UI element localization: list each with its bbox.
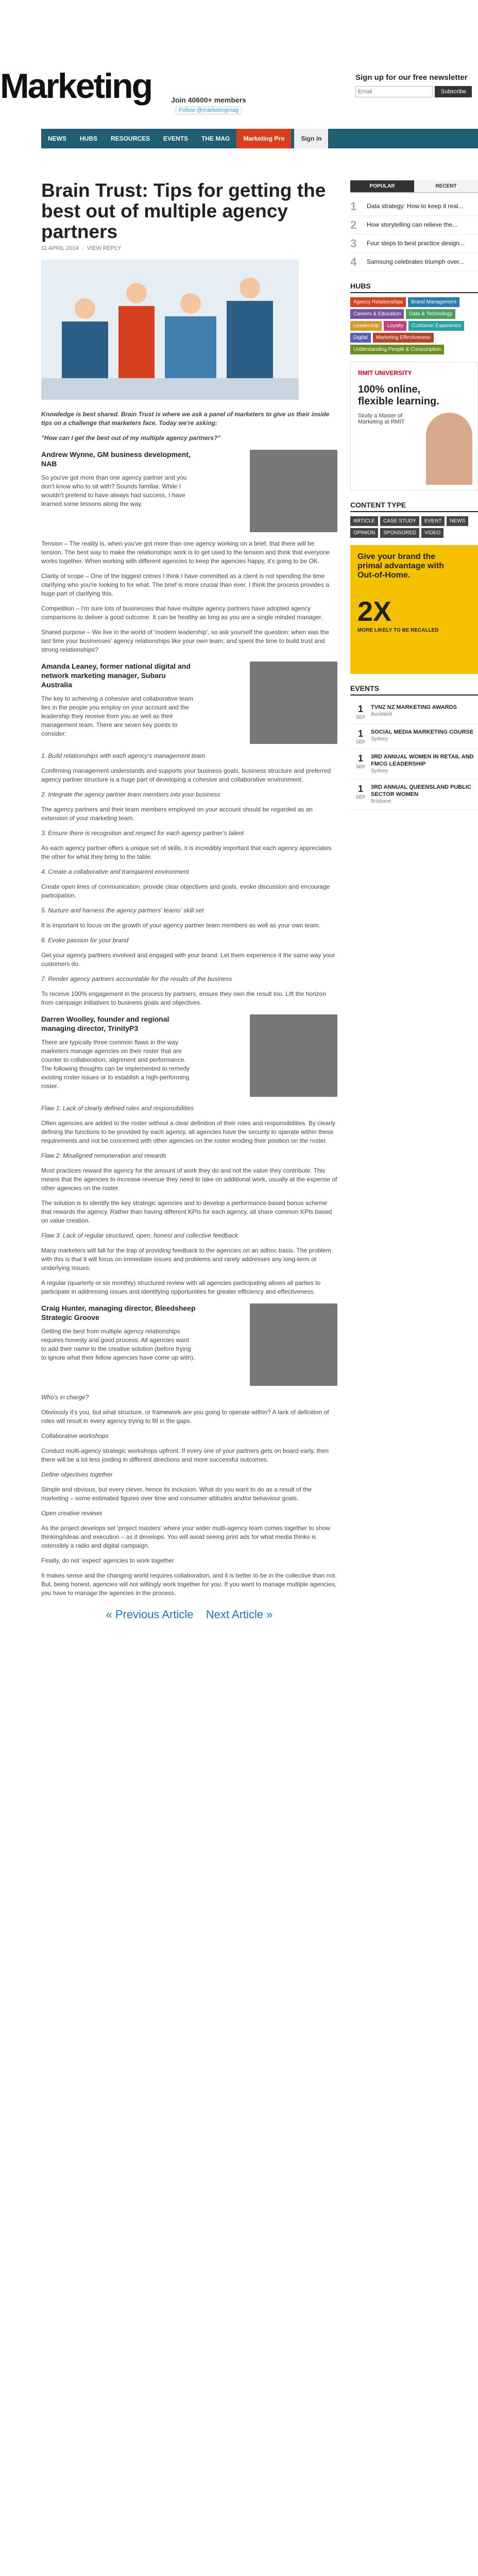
subheading: Define objectives together <box>41 1471 113 1478</box>
ad-big: 2X <box>357 596 392 627</box>
tab-popular[interactable]: POPULAR <box>350 180 414 192</box>
paragraph: It is important to focus on the growth of your agency partner team members as well as your own team. <box>41 922 320 929</box>
content-type-tag[interactable]: CASE STUDY <box>380 516 419 526</box>
ad-small: MORE LIKELY TO BE RECALLED <box>357 628 439 633</box>
subheading: Flaw 2: Misaligned remuneration and rewards <box>41 1152 166 1159</box>
paragraph: Finally, do not 'expect' agencies to work together <box>41 1557 174 1564</box>
article-pager <box>41 1608 337 1621</box>
subheading: 2. Integrate the agency partner team members into your business <box>41 791 220 798</box>
paragraph: Create open lines of communication, provide clear objectives and goals, evoke discussion and encourage participation. <box>41 883 330 899</box>
join-box <box>167 96 250 114</box>
subheading: Who's in charge? <box>41 1394 89 1401</box>
out-of-home-ad[interactable] <box>350 545 478 674</box>
hero-illustration <box>41 260 299 400</box>
list-item[interactable]: 4 Samsung celebrates triumph over... <box>350 253 478 272</box>
previous-article-link[interactable]: « Previous Article <box>106 1608 194 1621</box>
paragraph: Confirming management understands and supports your business goals, business structure and preferred agency partner structure is a huge part of developing a cohesive and collaborative environment. <box>41 767 331 783</box>
hub-tag[interactable]: Agency Relationships <box>350 297 406 307</box>
ad-line: Out-of-Home. <box>357 571 411 580</box>
event-date: 1 SEP <box>355 728 365 744</box>
paragraph: As the project develops set 'project masters' where your wider multi-agency team comes together to show thinking/ideas and execution – as it develops. You will avoid seeing print ads for what media thinks is ostensibly a radio and digital campaign. <box>41 1524 330 1549</box>
paragraph: To receive 100% engagement in the process by partners, ensure they own the result too. Lift the horizon from campaign initiatives to business goals and objectives. <box>41 990 326 1006</box>
article-date: 11 APRIL 2014 <box>41 245 79 251</box>
paragraph: As each agency partner offers a unique set of skills, it is incredibly important that each agency appreciates the other for what they bring to the table. <box>41 844 332 860</box>
join-text: Join 40600+ members <box>171 96 246 104</box>
paragraph: Shared purpose – We live in the world of 'modern leadership', so ask yourself the question: when was the last time your businesses' agency relationships like your own team, and spent the time to build trust and strong relationships? <box>41 629 329 653</box>
contributor-1 <box>41 450 337 532</box>
sidebar <box>350 180 478 810</box>
paragraph: Clarity of scope – One of the biggest crimes I think I have committed as a client is not spending the time clarifying who you're looking to for what. The brief is more crucial than ever. I think the process provides a huge part of clarifying this. <box>41 572 330 597</box>
event-date: 1 SEP <box>355 784 365 800</box>
subheading: 1. Build relationships with each agency's management team <box>41 752 206 759</box>
hub-tag[interactable]: Data & Technology <box>406 309 455 319</box>
newsletter-title: Sign up for our free newsletter <box>355 73 468 82</box>
hub-tag[interactable]: Careers & Education <box>350 309 404 319</box>
subheading: 3. Ensure there is recognition and respect for each agency partner's talent <box>41 829 244 837</box>
contributor-photo <box>250 1303 337 1386</box>
paragraph: Competition – I'm sure lots of businesses that have multiple agency partners have adopted agency comparisons to deliver a good outcome. It can be healthy as long as you are a single minded manager. <box>41 605 323 621</box>
contributor-name: Darren Woolley, founder and regional managing director, TrinityP3 <box>41 1015 169 1032</box>
site-header <box>0 0 478 128</box>
contributor-name: Craig Hunter, managing director, Bleedsheep Strategic Groove <box>41 1304 196 1321</box>
site-logo[interactable]: Marketing <box>0 66 152 106</box>
ad-line: primal advantage with <box>357 562 445 570</box>
twitter-follow-button[interactable]: Follow @marketingmag <box>176 106 242 114</box>
ad-photo <box>426 413 472 485</box>
nav-resources[interactable]: RESOURCES <box>111 135 150 142</box>
contributor-intro: The key to achieving a cohesive and collaborative team lies in the people you employ on your account and the leadership they receive from you as well as their management team. There are seven key points to consider: <box>41 695 193 737</box>
content-type-tags <box>350 516 478 538</box>
question-text: "How can I get the best out of my multiple agency partners?" <box>41 434 221 442</box>
content-type-tag[interactable]: SPONSORED <box>380 528 419 538</box>
hub-tag[interactable]: Digital <box>350 333 371 343</box>
article <box>41 180 337 1621</box>
subheading: Flaw 3: Lack of regular structured, open, honest and collective feedback <box>41 1232 238 1239</box>
contributor-name: Andrew Wynne, GM business development, NAB <box>41 450 191 468</box>
subscribe-button[interactable]: Subscribe <box>435 86 472 97</box>
content-type-tag[interactable]: ARTICLE <box>350 516 378 526</box>
paragraph: Get your agency partners involved and engaged with your brand. Let them experience it the same way your customers do. <box>41 952 335 968</box>
list-item[interactable]: 3 Four steps to best practice design... <box>350 234 478 253</box>
email-input[interactable] <box>355 86 433 97</box>
contributor-intro: Getting the best from multiple agency relationships requires honesty and good process. All agencies want to add their name to the creative solution (before trying to ignore what their fellow agencies have come up with). <box>41 1328 195 1361</box>
hub-tag[interactable]: Leadership <box>350 321 382 331</box>
event-item[interactable]: 1 SEPSOCIAL MEDIA MARKETING COURSE Sydney <box>350 724 478 749</box>
event-date: 1 SEP <box>355 753 365 769</box>
paragraph: Many marketers will fall for the trap of providing feedback to the agencies on an adhoc basis. The problem with this is that it will focus on immediate issues and problems and rarely addresses any long-term or underlying issues. <box>41 1247 331 1272</box>
event-date: 1 SEP <box>355 704 365 720</box>
content-type-heading: CONTENT TYPE <box>350 501 478 512</box>
events-heading: EVENTS <box>350 684 478 696</box>
article-title: Brain Trust: Tips for getting the best out of multiple agency partners <box>41 180 326 242</box>
list-item[interactable]: 2 How storytelling can relieve the... <box>350 216 478 234</box>
content-type-tag[interactable]: EVENT <box>421 516 445 526</box>
event-item[interactable]: 1 SEP3RD ANNUAL QUEENSLAND PUBLIC SECTOR WOMEN Brisbane <box>350 779 478 810</box>
paragraph: Often agencies are added to the roster without a clear definition of their roles and responsibilities. By clearly defining the functions to be provided by each agency, all agencies have the security to operate within these requirements and not be concerned with other agencies on the roster eroding their position on the roster. <box>41 1120 335 1144</box>
ad-line: Give your brand the <box>357 552 436 561</box>
popular-list <box>350 197 478 272</box>
event-item[interactable]: 1 SEP3RD ANNUAL WOMEN IN RETAIL AND FMCG LEADERSHIP Sydney <box>350 749 478 779</box>
contributor-3 <box>41 1014 337 1097</box>
hub-tag[interactable]: Brand Management <box>408 297 459 307</box>
comments-link[interactable]: VIEW REPLY <box>87 245 122 251</box>
subheading: Flaw 1: Lack of clearly defined roles and responsibilities <box>41 1105 194 1112</box>
nav-hubs[interactable]: HUBS <box>80 135 98 142</box>
contributor-photo <box>250 1014 337 1097</box>
paragraph: Conduct multi-agency strategic workshops upfront. If every one of your partners gets on board early, then there will be a lot less jostling in different directions and more successful outcomes. <box>41 1447 329 1463</box>
ad-brand: RMIT UNIVERSITY <box>358 369 412 377</box>
hubs-tags <box>350 297 478 354</box>
ad-line: Study a Master of Marketing at RMIT <box>358 413 405 425</box>
nav-news[interactable]: NEWS <box>48 135 66 142</box>
ad-line: flexible learning. <box>358 396 439 407</box>
contributor-2 <box>41 662 337 744</box>
nav-events[interactable]: EVENTS <box>163 135 189 142</box>
paragraph: The solution is to identify the key strategic agencies and to develop a performance-based bonus scheme that rewards the agency. Rather than having different KPIs for each agency, all share common KPIs based on value creation. <box>41 1199 332 1224</box>
nav-marketing-pro[interactable]: Marketing Pro <box>236 129 291 148</box>
paragraph: Obviously it's you, but what structure, or framework are you going to operate within? A lack of definition of roles will result in every agency trying to fill in the gaps. <box>41 1409 329 1425</box>
subheading: Open creative reviews <box>41 1510 103 1517</box>
contributor-photo <box>250 450 337 532</box>
ad-line: 100% online, <box>358 384 421 395</box>
paragraph: Most practices reward the agency for the amount of work they do and not the value they contribute. This means that the agencies to increase revenue they need to take on additional work, usually at the expense of other agencies on the roster. <box>41 1167 337 1192</box>
subheading: 4. Create a collaborative and transparent environment <box>41 868 189 875</box>
paragraph: A regular (quarterly or six monthly) structured review with all agencies participating allows all parties to participate in addressing issues and identifying opportunities for greater efficiency and effectiveness. <box>41 1279 321 1295</box>
contributor-photo <box>250 662 337 744</box>
article-meta: 11 APRIL 2014 · VIEW REPLY <box>41 245 122 251</box>
nav-the-mag[interactable]: THE MAG <box>201 135 230 142</box>
content-type-tag[interactable]: NEWS <box>447 516 468 526</box>
tab-recent[interactable]: RECENT <box>414 180 478 192</box>
newsletter-signup <box>355 73 475 97</box>
hub-tag[interactable]: Understanding People & Consumption <box>350 345 444 354</box>
contributor-name: Amanda Leaney, former national digital and network marketing manager, Subaru Australia <box>41 662 191 689</box>
paragraph: Tension – The reality is, when you've got more than one agency working on a brief, that there will be tension. The best way to make the relationships work is to get used to the tension and think that everyone works together. When working with different agencies to keep the agencies happy, it's going to be OK. <box>41 540 330 565</box>
hubs-heading: HUBS <box>350 282 478 293</box>
popular-recent-tabs <box>350 180 478 193</box>
hub-tag[interactable]: Customer Experience <box>408 321 464 331</box>
contributor-4 <box>41 1303 337 1386</box>
hub-tag[interactable]: Loyalty <box>384 321 406 331</box>
rmit-ad[interactable] <box>350 362 478 490</box>
subheading: 6. Evoke passion for your brand <box>41 937 129 944</box>
subheading: 7. Render agency partners accountable for the results of the business <box>41 975 232 982</box>
next-article-link[interactable]: Next Article » <box>206 1608 273 1621</box>
contributor-intro: There are typically three common flaws in the way marketers manage agencies on their roster that are counter to collaboration, alignment and performance. The following thoughts can be implemented to remedy existing roster issues or to establish a high-performing roster. <box>41 1039 190 1090</box>
subheading: Collaborative workshops <box>41 1432 109 1439</box>
contributor-intro: So you've got more than one agency partner and you don't know who to sit with? Sounds familiar. While I wouldn't pretend to have always had success, I have learned some lessons along the way. <box>41 474 187 507</box>
hero-illustration-svg <box>41 260 299 400</box>
paragraph: Simple and obvious, but every clever, hence its inclusion. What do you want to do as a result of the marketing – some estimated figures over time and consumer attitudes and/or behaviour goals. <box>41 1486 312 1502</box>
main-nav <box>41 129 478 148</box>
event-item[interactable]: 1 SEPTVNZ NZ MARKETING AWARDS Auckland <box>350 700 478 724</box>
content-type-tag[interactable]: VIDEO <box>421 528 443 538</box>
paragraph: The agency partners and their team members employed on your account should be regarded as an extension of your marketing team. <box>41 806 313 822</box>
subheading: 5. Nurture and harness the agency partners' teams' skill set <box>41 907 204 914</box>
list-item[interactable]: 1 Data strategy: How to keep it real... <box>350 197 478 216</box>
content-type-tag[interactable]: OPINION <box>350 528 378 538</box>
nav-sign-in[interactable]: Sign in <box>294 129 328 148</box>
intro-text: Knowledge is best shared. Brain Trust is where we ask a panel of marketers to give us their inside tips on a challenge that marketers face. Today we're asking: <box>41 411 330 427</box>
paragraph: It makes sense and the changing world requires collaboration, and it is better to be in the collective than not. But, being honest, agencies will not willingly work together for you. If you want to manage multiple agencies, you have to manage the agencies in the process. <box>41 1572 337 1597</box>
hub-tag[interactable]: Marketing Effectiveness <box>373 333 434 343</box>
